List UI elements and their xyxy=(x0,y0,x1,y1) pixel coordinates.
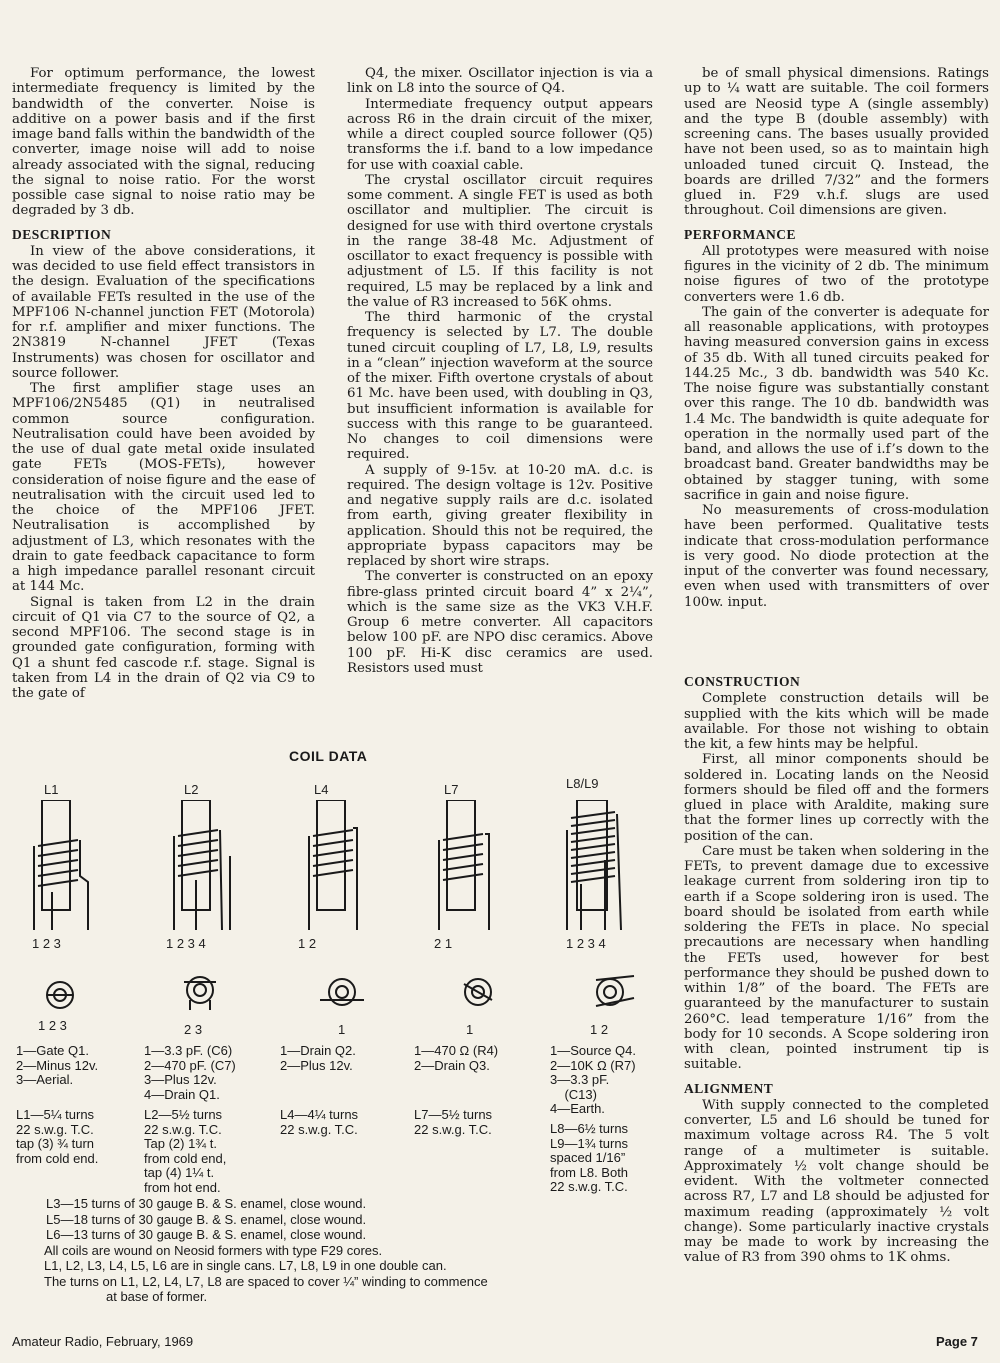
coil-l4-drawing xyxy=(309,800,357,930)
coil-label-l1: L1 xyxy=(44,782,59,797)
coil-note: The turns on L1, L2, L4, L7, L8 are spaced to cover ¼” winding to commence xyxy=(44,1273,488,1289)
paragraph: The gain of the converter is adequate for all reasonable applications, with protoypes having measured conversion gains in excess of 35 db. With all tuned circuits peaked for 144.25 Mc., 3 db. bandwidth was 540 Kc. The noise figure was substantially constant over this range. The 10 db. bandwidth was 1.4 Mc. The bandwidth is quite adequate for operation in the normally used part of the band, and allows the use of i.f’s down to the broadcast band. Greater bandwidths may be obtained by stagger tuning, with some sacrifice in gain and noise figure. xyxy=(684,304,989,503)
paragraph: In view of the above considerations, it was decided to use field effect transistors in the design. Evaluation of the specifications of available FETs resulted in the use of the MPF106 N-channel junction FET (Motorola) for r.f. amplifier and mixer functions. The 2N3819 N-channel JFET (Texas Instruments) was chosen for oscillator and source follower. xyxy=(12,243,315,381)
article-column-3-lower xyxy=(684,666,989,1266)
paragraph: The converter is constructed on an epoxy fibre-glass printed circuit board 4” x 2¼”, which is the same size as the VK3 V.H.F. Group 6 metre converter. All capacitors below 100 pF. are NPO disc ceramics. Above 100 pF. Hi-K disc ceramics are used. Resistors used must xyxy=(347,569,653,676)
coil-l2-pin-description: 1—3.3 pF. (C6) 2—470 pF. (C7) 3—Plus 12v. 4—Drain Q1. xyxy=(144,1043,236,1102)
coil-note: L3—15 turns of 30 gauge B. & S. enamel, close wound. xyxy=(46,1196,367,1211)
coil-l2-base-drawing xyxy=(184,977,216,1010)
coil-l4-turns: L4—4¼ turns 22 s.w.g. T.C. xyxy=(280,1107,359,1137)
coil-l1-pin-numbers: 1 2 3 xyxy=(32,936,61,951)
footer-publication: Amateur Radio, February, 1969 xyxy=(12,1334,194,1349)
coil-l8-l9-drawing xyxy=(567,800,621,930)
paragraph: No measurements of cross-modulation have been performed. Qualitative tests indicate that cross-modulation performance is very good. No diode protection at the input of the converter was found necessary, even when used with transmitters of over 100w. input. xyxy=(684,503,989,610)
coil-l7-base-pins: 1 xyxy=(466,1022,474,1037)
coil-note: All coils are wound on Neosid formers with type F29 cores. xyxy=(44,1242,383,1258)
section-heading-description: DESCRIPTION xyxy=(12,226,112,242)
coil-l8-pin-numbers: 1 2 3 4 xyxy=(566,936,606,951)
coil-l1-pin-description: 1—Gate Q1. 2—Minus 12v. 3—Aerial. xyxy=(16,1043,99,1087)
section-heading-construction: CONSTRUCTION xyxy=(684,674,801,689)
coil-l7-drawing xyxy=(439,800,489,930)
coil-l4-pin-numbers: 1 2 xyxy=(298,936,317,951)
coil-label-l4: L4 xyxy=(314,782,329,797)
article-column-1 xyxy=(12,66,315,701)
coil-l4-pin-description: 1—Drain Q2. 2—Plus 12v. xyxy=(280,1043,356,1073)
coil-l8-l9-pin-description: 1—Source Q4. 2—10K Ω (R7) 3—3.3 pF. (C13) 4—Earth. xyxy=(550,1043,636,1116)
article-column-3 xyxy=(684,66,989,610)
paragraph: The third harmonic of the crystal frequency is selected by L7. The double tuned circuit coupling of L7, L8, L9, results in a “clean” injection waveform at the source of the mixer. Fifth overtone crystals of about 61 Mc. have been used, with doubling in Q3, but insufficient information is available for success with this range to be guaranteed. No changes to coil dimensions were required. xyxy=(347,310,653,463)
footer-page-number: Page 7 xyxy=(936,1334,978,1349)
paragraph: The first amplifier stage uses an MPF106/2N5485 (Q1) in neutralised common source configuration. Neutralisation could have been avoided by the use of dual gate metal oxide insulated gate FETs (MOS-FETs), however consideration of noise figure and the ease of neutralisation with the circuit used led to the choice of the MPF106 JFET. Neutralisation is accomplished by adjustment of L3, which resonates with the drain to gate feedback capacitance to form a high impedance parallel resonant circuit at 144 Mc. xyxy=(12,381,315,595)
coil-l2-base-pins: 2 3 xyxy=(184,1022,203,1037)
paragraph: With supply connected to the completed converter, L5 and L6 should be tuned for maximum voltage across R4. The 5 volt range of a multimeter is suitable. Approximately ½ volt change should be evident. With the voltmeter connected across R7, L7 and L8 should be adjusted for maximum reading (approximately ½ volt change). Some particularly inactive crystals may be made to work by increasing the value of R3 from 390 ohms to 1K ohms. xyxy=(684,1097,989,1266)
coil-note: at base of former. xyxy=(106,1289,208,1304)
coil-l1-turns: L1—5¼ turns 22 s.w.g. T.C. tap (3) ¾ turn from cold end. xyxy=(16,1107,99,1166)
coil-l2-turns: L2—5½ turns 22 s.w.g. T.C. Tap (2) 1¾ t. from cold end, tap (4) 1¼ t. from hot end. xyxy=(144,1107,227,1195)
coil-l4-base-drawing xyxy=(320,979,364,1005)
coil-label-l7: L7 xyxy=(444,782,459,797)
coil-l8-l9-turns: L8—6½ turns L9—1¾ turns spaced 1/16” from L8. Both 22 s.w.g. T.C. xyxy=(550,1121,629,1194)
paragraph: Intermediate frequency output appears across R6 in the drain circuit of the mixer, while a direct coupled source follower (Q5) transforms the i.f. band to a low impedance for use with coaxial cable. xyxy=(347,96,653,173)
paragraph: A supply of 9-15v. at 10-20 mA. d.c. is required. The design voltage is 12v. Positive and negative supply rails are d.c. isolated from earth, giving greater flexibility in application. Should this not be required, the appropriate bypass capacitors may be replaced by short wire straps. xyxy=(347,462,653,569)
paragraph: All prototypes were measured with noise figures in the vicinity of 2 db. The minimum noise figures of two of the prototype converters were 1.6 db. xyxy=(684,243,989,305)
section-heading-performance: PERFORMANCE xyxy=(684,226,796,242)
section-heading-alignment: ALIGNMENT xyxy=(684,1080,774,1096)
coil-label-l8-l9: L8/L9 xyxy=(566,776,599,791)
coil-l8-l9-base-drawing xyxy=(596,976,634,1006)
paragraph: For optimum performance, the lowest intermediate frequency is limited by the bandwidth of the converter. Noise is additive on a power basis and if the first image band falls within the bandwidth of the converter, image noise will add to noise already associated with the signal, reducing the signal to noise ratio. For the worst possible case signal to noise ratio may be degraded by 3 db. xyxy=(12,66,315,219)
article-column-2 xyxy=(347,66,653,676)
coil-label-l2: L2 xyxy=(184,782,199,797)
coil-notes xyxy=(46,1196,488,1305)
coil-l2-pin-numbers: 1 2 3 4 xyxy=(166,936,206,951)
coil-data-title: COIL DATA xyxy=(289,748,368,764)
coil-note: L1, L2, L3, L4, L5, L6 are in single cans. L7, L8, L9 in one double can. xyxy=(44,1258,447,1273)
coil-l7-pin-numbers: 2 1 xyxy=(434,936,453,951)
paragraph: Signal is taken from L2 in the drain circuit of Q1 via C7 to the source of Q2, a second MPF106. The second stage is in grounded gate configuration, forming with Q1 a shunt fed cascode r.f. stage. Signal is taken from L4 in the drain of Q2 via C9 to the gate of xyxy=(12,594,315,701)
coil-l7-base-drawing xyxy=(464,979,492,1005)
paragraph: be of small physical dimensions. Ratings up to ¼ watt are suitable. The coil formers used are Neosid type A (single assembly) and the type B (double assembly) with screening cans. The bases usually provided have not been used, so as to maintain high unloaded tuned circuit Q. Instead, the boards are drilled 7/32” and the formers glued in. F29 v.h.f. slugs are used throughout. Coil dimensions are given. xyxy=(684,66,989,219)
paragraph: First, all minor components should be soldered in. Locating lands on the Neosid formers should be filed off and the formers glued in place with Araldite, making sure that the former lines up correctly with the position of the can. xyxy=(684,752,989,844)
coil-base-view-drawings xyxy=(20,970,640,1030)
coil-side-view-drawings xyxy=(20,800,640,950)
paragraph: Complete construction details will be supplied with the kits which will be made available. For those not wishing to obtain the kit, a few hints may be helpful. xyxy=(684,691,989,752)
paragraph: The crystal oscillator circuit requires some comment. A single FET is used as both oscillator and multiplier. The circuit is designed for use with third overtone crystals in the range 38-48 Mc. Adjustment of oscillator to exact frequency is possible with adjustment of L5. If this facility is not required, L5 may be replaced by a link and the value of R3 increased to 56K ohms. xyxy=(347,172,653,310)
coil-note: L6—13 turns of 30 gauge B. & S. enamel, close wound. xyxy=(46,1227,367,1242)
coil-note: L5—18 turns of 30 gauge B. & S. enamel, close wound. xyxy=(46,1211,367,1227)
paragraph: Care must be taken when soldering in the FETs, to prevent damage due to excessive leakage current from soldering iron tip to earth if a Scope soldering iron is used. The board should be isolated from earth while soldering the FETs in place. No special precautions are necessary when handling the FETs used, however for best performance they should be pushed down to within 1/8” of the board. The FETs are guaranteed by the manufacturer to sustain 260°C. lead temperature 1/16” from the body for 10 seconds. A Scope soldering iron with clean, pointed instrument tip is suitable. xyxy=(684,843,989,1073)
coil-l4-base-pins: 1 xyxy=(338,1022,346,1037)
coil-l7-turns: L7—5½ turns 22 s.w.g. T.C. xyxy=(414,1107,493,1137)
paragraph: Q4, the mixer. Oscillator injection is via a link on L8 into the source of Q4. xyxy=(347,66,653,97)
coil-l1-drawing xyxy=(34,800,88,930)
coil-l7-pin-description: 1—470 Ω (R4) 2—Drain Q3. xyxy=(414,1043,499,1073)
coil-l2-drawing xyxy=(174,800,230,930)
coil-l1-base-drawing xyxy=(47,982,73,1008)
coil-l1-base-pins: 1 2 3 xyxy=(38,1018,67,1033)
coil-l8-base-pins: 1 2 xyxy=(590,1022,609,1037)
